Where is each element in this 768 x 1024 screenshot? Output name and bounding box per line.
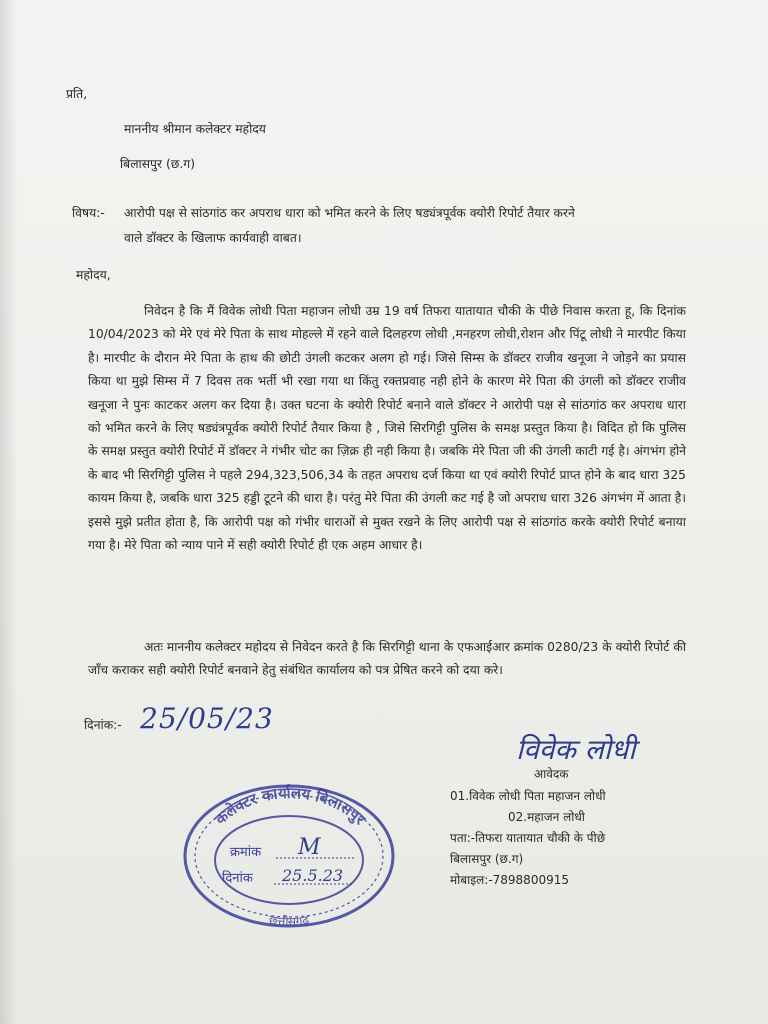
sender-address: पता:-तिफरा यातायात चौकी के पीछे bbox=[450, 831, 606, 845]
stamp-date-value: 25.5.23 bbox=[282, 866, 344, 885]
sender-city: बिलासपुर (छ.ग) bbox=[450, 852, 524, 866]
sender-line-2: 02.महाजन लोधी bbox=[508, 810, 585, 824]
office-stamp bbox=[178, 770, 400, 930]
subject-label: विषय:- bbox=[72, 206, 105, 220]
subject-line-1: आरोपी पक्ष से सांठगांठ कर अपराध धारा को भमित करने के लिए षड्यंत्रपूर्वक क्योरी रिपोर्ट तैयार करने bbox=[124, 206, 575, 220]
date-label: दिनांक:- bbox=[84, 718, 122, 732]
addressee: माननीय श्रीमान कलेक्टर महोदय bbox=[124, 122, 266, 136]
sender-line-1: 01.विवेक लोधी पिता महाजन लोधी bbox=[450, 789, 606, 803]
stamp-bottom-text: छत्तीसगढ़ bbox=[267, 912, 311, 929]
svg-text:छत्तीसगढ़ bbox=[268, 913, 310, 929]
sender-details bbox=[450, 786, 606, 891]
applicant-role: आवेदक bbox=[534, 767, 569, 781]
stamp-top-text: कलेक्टर कार्यालय बिलासपुर bbox=[211, 783, 369, 829]
stamp-number-value: M bbox=[298, 835, 321, 860]
handwritten-date: 25/05/23 bbox=[140, 702, 274, 735]
request-paragraph-text: अतः माननीय कलेक्टर महोदय से निवेदन करते है कि सिरगिट्टी थाना के एफआईआर क्रमांक 0280/23 के क्योरी रिपोर्ट की जाँच कराकर सही क्योरी रिपोर्ट बनवाने हेतु संबंधित कार्यालय को पत्र प्रेषित करने को दया करे। bbox=[88, 640, 686, 678]
stamp-date-label: दिनांक bbox=[222, 871, 253, 886]
stamp-number-label: क्रमांक bbox=[230, 845, 262, 860]
prati-label: प्रति, bbox=[66, 87, 88, 101]
body-paragraph bbox=[88, 300, 686, 557]
salutation: महोदय, bbox=[76, 268, 111, 282]
request-paragraph bbox=[88, 636, 686, 683]
subject-line-2: वाले डॉक्टर के खिलाफ कार्यवाही वाबत। bbox=[124, 231, 302, 245]
addressee-city: बिलासपुर (छ.ग) bbox=[120, 157, 196, 171]
stamp-inner-ring bbox=[215, 816, 363, 904]
body-paragraph-text: निवेदन है कि मैं विवेक लोधी पिता महाजन लोधी उम्र 19 वर्ष तिफरा यातायात चौकी के पीछे निवास करता हू, कि दिनांक 10/04/2023 को मेरे एवं मेरे पिता के साथ मोहल्ले में रहने वाले दिलहरण लोधी ,मनहरण लोधी,रोशन और पिंटू लोधी ने मारपीट किया है। मारपीट के दौरान मेरे पिता के हाथ की छोटी उंगली कटकर अलग हो गई। जिसे सिम्स के डॉक्टर राजीव खनूजा ने जोड़ने का प्रयास किया था मुझे सिम्स में 7 दिवस तक भर्ती भी रखा गया था किंतु रक्तप्रवाह नही होने के कारण मेरे पिता की उंगली को डॉक्टर राजीव खनूजा ने पुनः काटकर अलग कर दिया है। उक्त घटना के क्योरी रिपोर्ट बनाने वाले डॉक्टर ने आरोपी पक्ष से सांठगांठ कर अपराध धारा को भमित करने के लिए षड्यंत्रपूर्वक क्योरी रिपोर्ट तैयार किया है , जिसे सिरगिट्टी पुलिस के समक्ष प्रस्तुत किया है। विदित हो कि पुलिस के समक्ष प्रस्तुत क्योरी रिपोर्ट में डॉक्टर ने गंभीर चोट का ज़िक्र ही नही किया है। जबकि मेरे पिता जी की उंगली काटी गई है। अंगभंग होने के बाद भी सिरगिट्टी पुलिस ने पहले 294,323,506,34 के तहत अपराध दर्ज किया था एवं क्योरी रिपोर्ट प्राप्त होने के बाद धारा 325 कायम किया है, जबकि धारा 325 हड्डी टूटने की धारा है। परंतु मेरे पिता की उंगली कट गई है जो अपराध धारा 326 अंगभंग में आता है। इससे मुझे प्रतीत होता है, कि आरोपी पक्ष को गंभीर धाराओं से मुक्त रखने के लिए आरोपी पक्ष से सांठगांठ करके क्योरी रिपोर्ट बनाया गया है। मेरे पिता को न्याय पाने में सही क्योरी रिपोर्ट ही एक अहम आधार है। bbox=[88, 304, 686, 553]
page-edge-shadow bbox=[0, 0, 18, 1024]
handwritten-signature: विवेक लोधी bbox=[516, 733, 636, 766]
sender-mobile: मोबाइल:-7898800915 bbox=[450, 873, 569, 887]
